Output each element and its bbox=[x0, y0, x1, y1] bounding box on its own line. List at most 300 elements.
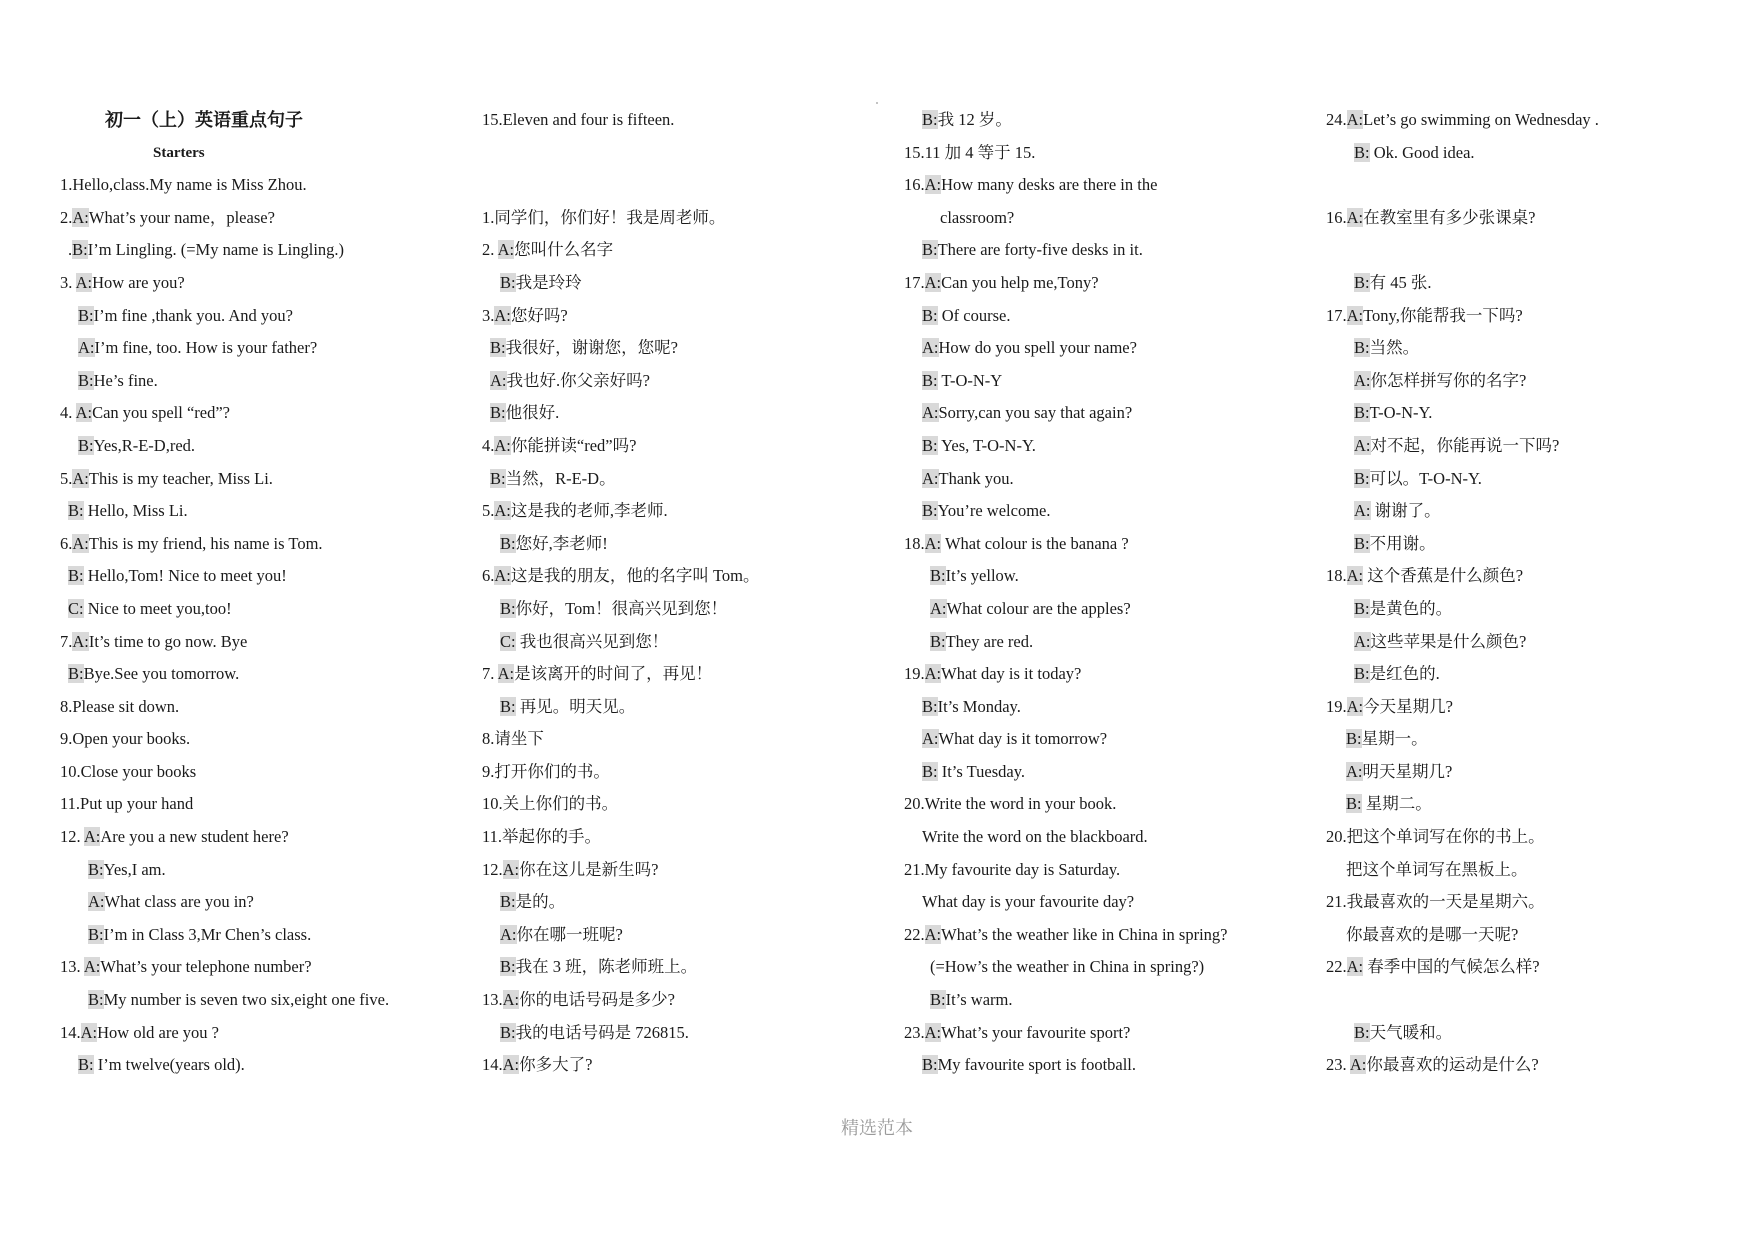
sentence-line bbox=[1326, 723, 1726, 756]
sentence-line bbox=[904, 234, 1304, 267]
sentence-number: 22. bbox=[1326, 957, 1347, 977]
sentence-line bbox=[1326, 202, 1726, 235]
sentence-number: 14. bbox=[60, 1022, 81, 1042]
sentence-line bbox=[482, 691, 882, 724]
speaker-label: B: bbox=[922, 370, 938, 390]
sentence-text: I’m fine ,thank you. And you? bbox=[93, 305, 293, 325]
sentence-line bbox=[904, 137, 1304, 170]
sentence-text: Bye.See you tomorrow. bbox=[83, 664, 240, 684]
sentence-line bbox=[482, 723, 882, 756]
sentence-line bbox=[1326, 821, 1726, 854]
sentence-number: 8. bbox=[60, 696, 73, 716]
sentence-line bbox=[904, 495, 1304, 528]
sentence-line bbox=[904, 169, 1304, 202]
sentence-line bbox=[904, 430, 1304, 463]
speaker-label: B: bbox=[1354, 533, 1370, 553]
sentence-line bbox=[482, 202, 882, 235]
speaker-label: A: bbox=[1346, 207, 1364, 227]
speaker-label: A: bbox=[83, 827, 101, 847]
sentence-number: 21. bbox=[1326, 892, 1347, 912]
speaker-label: B: bbox=[930, 631, 946, 651]
speaker-label: B: bbox=[1354, 468, 1370, 488]
sentence-line bbox=[904, 691, 1304, 724]
sentence-text: What day is your favourite day? bbox=[922, 892, 1135, 912]
sentence-text: It’s time to go now. Bye bbox=[88, 631, 248, 651]
speaker-label: B: bbox=[922, 696, 938, 716]
sentence-line bbox=[904, 202, 1304, 235]
speaker-label: B: bbox=[500, 892, 516, 912]
speaker-label: A: bbox=[494, 501, 511, 521]
speaker-label: A: bbox=[72, 533, 89, 553]
sentence-line bbox=[60, 397, 460, 430]
sentence-text: How many desks are there in the bbox=[941, 175, 1158, 195]
column-4 bbox=[1326, 104, 1726, 1082]
sentence-line bbox=[60, 658, 460, 691]
speaker-label: A: bbox=[490, 370, 507, 390]
sentence-line bbox=[482, 593, 882, 626]
sentence-number: 20. bbox=[1326, 827, 1347, 847]
speaker-label: A: bbox=[930, 598, 947, 618]
sentence-line bbox=[1326, 919, 1726, 952]
sentence-text: 打开你们的书。 bbox=[494, 761, 610, 781]
speaker-label: B: bbox=[88, 924, 104, 944]
sentence-line bbox=[1326, 397, 1726, 430]
sentence-number: 7. bbox=[60, 631, 73, 651]
sentence-line bbox=[1326, 854, 1726, 887]
sentence-number: 22. bbox=[904, 924, 925, 944]
sentence-line bbox=[482, 463, 882, 496]
sentence-text: 我 12 岁。 bbox=[937, 110, 1012, 129]
sentence-text: 我在 3 班，陈老师班上。 bbox=[515, 957, 698, 977]
speaker-label: B: bbox=[1354, 664, 1370, 684]
sentence-number: 4. bbox=[60, 403, 76, 423]
sentence-line bbox=[1326, 626, 1726, 659]
speaker-label: B: bbox=[922, 501, 938, 521]
sentence-text: What’s your telephone number? bbox=[100, 957, 312, 977]
sentence-text: 不用谢。 bbox=[1369, 533, 1436, 553]
speaker-label: A: bbox=[1346, 696, 1364, 716]
sentence-number: 19. bbox=[1326, 696, 1347, 716]
sentence-text: Open your books. bbox=[72, 729, 191, 749]
sentence-number: 10. bbox=[60, 761, 81, 781]
sentence-line bbox=[482, 788, 882, 821]
page-footer: 精选范本 bbox=[841, 1118, 913, 1138]
sentence-text: 你最喜欢的是哪一天呢? bbox=[1346, 924, 1519, 944]
sentence-text: 我最喜欢的一天是星期六。 bbox=[1346, 892, 1545, 912]
sentence-line bbox=[60, 984, 460, 1017]
sentence-line bbox=[1326, 234, 1726, 267]
sentence-line bbox=[904, 984, 1304, 1017]
sentence-line bbox=[60, 300, 460, 333]
sentence-line bbox=[482, 560, 882, 593]
speaker-label: B: bbox=[1354, 272, 1370, 292]
sentence-number: 16. bbox=[1326, 207, 1347, 227]
sentence-line bbox=[60, 528, 460, 561]
speaker-label: A: bbox=[500, 924, 517, 944]
sentence-number: 13. bbox=[60, 957, 84, 977]
sentence-line bbox=[482, 528, 882, 561]
speaker-label: A: bbox=[1354, 631, 1371, 651]
sentence-text: Starters bbox=[153, 144, 205, 161]
sentence-number: 21. bbox=[904, 859, 925, 879]
sentence-text: It’s warm. bbox=[945, 990, 1013, 1010]
sentence-text: Hello,Tom! Nice to meet you! bbox=[83, 566, 287, 586]
sentence-text: Close your books bbox=[80, 761, 197, 781]
sentence-text: It’s Monday. bbox=[937, 696, 1021, 716]
sentence-text: Are you a new student here? bbox=[100, 827, 289, 847]
sentence-line bbox=[1326, 463, 1726, 496]
speaker-label: A: bbox=[78, 338, 95, 358]
sentence-line bbox=[904, 723, 1304, 756]
speaker-label: B: bbox=[1346, 729, 1362, 749]
sentence-text: They are red. bbox=[945, 631, 1034, 651]
sentence-text: It’s yellow. bbox=[945, 566, 1019, 586]
speaker-label: B: bbox=[922, 305, 938, 325]
sentence-line bbox=[482, 919, 882, 952]
sentence-text: 这是我的朋友，他的名字叫 Tom。 bbox=[510, 566, 760, 586]
sentence-number: 2. bbox=[60, 207, 73, 227]
sentence-line bbox=[482, 365, 882, 398]
sentence-text: 初一（上）英语重点句子 bbox=[105, 110, 303, 130]
sentence-text: 星期二。 bbox=[1361, 794, 1432, 814]
sentence-number: 10. bbox=[482, 794, 503, 814]
sentence-line bbox=[60, 169, 460, 202]
speaker-label: B: bbox=[78, 305, 94, 325]
sentence-number: 5. bbox=[482, 501, 495, 521]
sentence-text: Of course. bbox=[937, 305, 1011, 325]
sentence-text: Yes,I am. bbox=[103, 859, 166, 879]
sentence-text: I’m in Class 3,Mr Chen’s class. bbox=[103, 924, 312, 944]
sentence-text: 再见。明天见。 bbox=[515, 696, 636, 716]
sentence-line bbox=[482, 234, 882, 267]
speaker-label: A: bbox=[75, 272, 93, 292]
sentence-text: 我很好，谢谢您，您呢? bbox=[505, 338, 678, 358]
sentence-text: I’m Lingling. (=My name is Lingling.) bbox=[87, 240, 345, 260]
sentence-line bbox=[60, 463, 460, 496]
sentence-line bbox=[904, 365, 1304, 398]
sentence-line bbox=[1326, 1049, 1726, 1082]
sentence-text: What day is it tomorrow? bbox=[938, 729, 1108, 749]
sentence-line bbox=[1326, 528, 1726, 561]
sentence-line bbox=[482, 169, 882, 202]
sentence-text: T-O-N-Y. bbox=[1369, 403, 1433, 423]
sentence-text: 春季中国的气候怎么样? bbox=[1363, 957, 1540, 977]
sentence-text: Ok. Good idea. bbox=[1369, 142, 1475, 162]
speaker-label: A: bbox=[72, 631, 89, 651]
sentence-line bbox=[1326, 332, 1726, 365]
speaker-label: B: bbox=[922, 1055, 938, 1075]
speaker-label: B: bbox=[930, 990, 946, 1010]
sentence-number: 9. bbox=[60, 729, 73, 749]
speaker-label: C: bbox=[68, 598, 84, 618]
sentence-text: 这是我的老师,李老师. bbox=[510, 501, 668, 521]
sentence-text: 你多大了? bbox=[519, 1055, 593, 1075]
sentence-text: There are forty-five desks in it. bbox=[937, 240, 1143, 260]
sentence-text: 谢谢了。 bbox=[1370, 501, 1441, 521]
sentence-line bbox=[482, 430, 882, 463]
speaker-label: A: bbox=[1346, 761, 1363, 781]
sentence-number: 2. bbox=[482, 240, 498, 260]
sentence-text: This is my teacher, Miss Li. bbox=[88, 468, 273, 488]
speaker-label: A: bbox=[924, 664, 942, 684]
sentence-line bbox=[60, 430, 460, 463]
sentence-line bbox=[60, 919, 460, 952]
sentence-text: What class are you in? bbox=[104, 892, 254, 912]
sentence-text: He’s fine. bbox=[93, 370, 158, 390]
sentence-text: 把这个单词写在黑板上。 bbox=[1346, 859, 1528, 879]
sentence-number: 20. bbox=[904, 794, 925, 814]
sentence-line bbox=[904, 951, 1304, 984]
speaker-label: B: bbox=[490, 403, 506, 423]
sentence-line bbox=[904, 788, 1304, 821]
sentence-line bbox=[482, 821, 882, 854]
sentence-line bbox=[60, 821, 460, 854]
sentence-number: 5. bbox=[60, 468, 73, 488]
sentence-text: What colour is the banana ? bbox=[941, 533, 1129, 553]
column-3 bbox=[904, 104, 1304, 1082]
sentence-line bbox=[1326, 267, 1726, 300]
speaker-label: A: bbox=[83, 957, 101, 977]
sentence-text: 在教室里有多少张课桌? bbox=[1363, 207, 1536, 227]
sentence-text: Write the word on the blackboard. bbox=[922, 827, 1148, 847]
sentence-number: 18. bbox=[1326, 566, 1347, 586]
sentence-text: My favourite day is Saturday. bbox=[924, 859, 1121, 879]
speaker-label: A: bbox=[80, 1022, 98, 1042]
sentence-number: 15. bbox=[482, 110, 503, 129]
sentence-line bbox=[60, 234, 460, 267]
sentence-text: I’m twelve(years old). bbox=[93, 1055, 245, 1075]
sentence-line bbox=[1326, 1017, 1726, 1050]
sentence-text: 11 加 4 等于 15. bbox=[924, 142, 1036, 162]
sentence-line bbox=[60, 886, 460, 919]
sentence-text: Sorry,can you say that again? bbox=[938, 403, 1133, 423]
sentence-text: 你好，Tom！很高兴见到您！ bbox=[515, 598, 728, 618]
sentence-text: 有 45 张. bbox=[1369, 272, 1432, 292]
speaker-label: A: bbox=[924, 175, 942, 195]
speaker-label: A: bbox=[88, 892, 105, 912]
speaker-label: B: bbox=[68, 664, 84, 684]
sentence-number: 19. bbox=[904, 664, 925, 684]
sentence-text: 当然，R-E-D。 bbox=[505, 468, 616, 488]
sentence-line bbox=[482, 397, 882, 430]
speaker-label: A: bbox=[1346, 305, 1364, 325]
speaker-label: A: bbox=[1346, 110, 1364, 129]
speaker-label: B: bbox=[500, 272, 516, 292]
sentence-text: 是红色的. bbox=[1369, 664, 1440, 684]
sentence-line bbox=[60, 365, 460, 398]
sentence-line bbox=[1326, 593, 1726, 626]
sentence-text: 你最喜欢的运动是什么? bbox=[1366, 1055, 1539, 1075]
sentence-line bbox=[482, 886, 882, 919]
speaker-label: B: bbox=[500, 1022, 516, 1042]
sentence-text: What’s your name，please? bbox=[88, 207, 275, 227]
sentence-line bbox=[60, 495, 460, 528]
sentence-text: How old are you ? bbox=[97, 1022, 220, 1042]
sentence-number: 6. bbox=[482, 566, 495, 586]
sentence-line bbox=[904, 886, 1304, 919]
speaker-label: B: bbox=[88, 990, 104, 1010]
sentence-number: 11. bbox=[60, 794, 81, 814]
sentence-line bbox=[60, 1049, 460, 1082]
speaker-label: A: bbox=[494, 305, 511, 325]
sentence-number: 15. bbox=[904, 142, 925, 162]
sentence-line bbox=[482, 495, 882, 528]
speaker-label: A: bbox=[922, 729, 939, 749]
sentence-text: Eleven and four is fifteen. bbox=[502, 110, 675, 129]
speaker-label: B: bbox=[1354, 1022, 1370, 1042]
sentence-line bbox=[904, 332, 1304, 365]
sentence-line bbox=[60, 951, 460, 984]
sentence-number: 18. bbox=[904, 533, 925, 553]
sentence-text: Let’s go swimming on Wednesday . bbox=[1363, 110, 1599, 129]
sentence-number: 12. bbox=[482, 859, 503, 879]
sentence-text: 您好,李老师! bbox=[515, 533, 608, 553]
column-2 bbox=[482, 104, 882, 1082]
speaker-label: A: bbox=[75, 403, 93, 423]
sentence-line bbox=[904, 821, 1304, 854]
speaker-label: A: bbox=[924, 272, 942, 292]
sentence-number: . bbox=[68, 240, 73, 260]
sentence-number: 3. bbox=[60, 272, 76, 292]
sentence-text: Can you help me,Tony? bbox=[941, 272, 1099, 292]
sentence-line bbox=[482, 137, 882, 170]
sentence-line bbox=[1326, 756, 1726, 789]
speaker-label: B: bbox=[922, 240, 938, 260]
sentence-text: 这个香蕉是什么颜色? bbox=[1363, 566, 1524, 586]
sentence-line bbox=[904, 528, 1304, 561]
sentence-text: 把这个单词写在你的书上。 bbox=[1346, 827, 1545, 847]
speaker-label: A: bbox=[494, 435, 511, 455]
speaker-label: B: bbox=[78, 1055, 94, 1075]
sentence-number: 14. bbox=[482, 1055, 503, 1075]
speaker-label: A: bbox=[922, 468, 939, 488]
sentence-line bbox=[1326, 886, 1726, 919]
speaker-label: B: bbox=[78, 435, 94, 455]
speaker-label: B: bbox=[490, 338, 506, 358]
sentence-text: 你的电话号码是多少? bbox=[519, 990, 675, 1010]
sentence-line bbox=[60, 560, 460, 593]
sentence-text: Write the word in your book. bbox=[924, 794, 1117, 814]
speaker-label: B: bbox=[500, 696, 516, 716]
sentence-text: My number is seven two six,eight one five. bbox=[103, 990, 390, 1010]
sentence-number: 9. bbox=[482, 761, 495, 781]
sentence-text: 您叫什么名字 bbox=[514, 240, 614, 260]
sentence-line bbox=[60, 1017, 460, 1050]
sentence-line bbox=[904, 1049, 1304, 1082]
speaker-label: B: bbox=[500, 598, 516, 618]
sentence-text: Tony,你能帮我一下吗? bbox=[1363, 305, 1523, 325]
sentence-number: 17. bbox=[904, 272, 925, 292]
sentence-text: Can you spell “red”? bbox=[92, 403, 230, 423]
sentence-text: What’s your favourite sport? bbox=[941, 1022, 1131, 1042]
sentence-line bbox=[60, 691, 460, 724]
sentence-text: 你能拼读“red”吗? bbox=[510, 435, 637, 455]
sentence-text: What’s the weather like in China in spring? bbox=[941, 924, 1228, 944]
sentence-text: 他很好. bbox=[505, 403, 560, 423]
sentence-number: 4. bbox=[482, 435, 495, 455]
sentence-number: 1. bbox=[482, 207, 495, 227]
speaker-label: A: bbox=[924, 533, 942, 553]
sentence-line bbox=[904, 104, 1304, 137]
sentence-number: 7. bbox=[482, 664, 498, 684]
sentence-text: Yes, T-O-N-Y. bbox=[937, 435, 1036, 455]
speaker-label: B: bbox=[1354, 338, 1370, 358]
speaker-label: A: bbox=[1349, 1055, 1367, 1075]
sentence-text: 星期一。 bbox=[1361, 729, 1428, 749]
column-1 bbox=[60, 104, 460, 1082]
sentence-text: Hello, Miss Li. bbox=[83, 501, 188, 521]
sentence-text: Put up your hand bbox=[80, 794, 194, 814]
sentence-line bbox=[1326, 560, 1726, 593]
sentence-text: (=How’s the weather in China in spring?) bbox=[930, 957, 1205, 977]
sentence-text: 请坐下 bbox=[494, 729, 544, 749]
speaker-label: A: bbox=[924, 924, 942, 944]
sentence-text: 是该离开的时间了，再见！ bbox=[514, 664, 713, 684]
sentence-text: What day is it today? bbox=[941, 664, 1082, 684]
sentence-line bbox=[482, 332, 882, 365]
speaker-label: B: bbox=[500, 957, 516, 977]
sentence-number: 13. bbox=[482, 990, 503, 1010]
speaker-label: B: bbox=[922, 110, 938, 129]
sentence-text: 我是玲玲 bbox=[515, 272, 582, 292]
sentence-text: 对不起，你能再说一下吗? bbox=[1370, 435, 1560, 455]
sentence-line bbox=[60, 723, 460, 756]
sentence-line bbox=[482, 756, 882, 789]
sentence-text: 我也好.你父亲好吗? bbox=[506, 370, 650, 390]
sentence-text: Thank you. bbox=[938, 468, 1014, 488]
sentence-text: How are you? bbox=[92, 272, 185, 292]
speaker-label: B: bbox=[1354, 598, 1370, 618]
speaker-label: A: bbox=[922, 403, 939, 423]
sentence-text: 你怎样拼写你的名字? bbox=[1370, 370, 1527, 390]
sentence-line bbox=[1326, 495, 1726, 528]
sentence-text: 我也很高兴见到您！ bbox=[515, 631, 669, 651]
stray-mark bbox=[876, 102, 878, 104]
sentence-text: 天气暖和。 bbox=[1369, 1022, 1453, 1042]
speaker-label: A: bbox=[1354, 501, 1371, 521]
speaker-label: B: bbox=[1354, 142, 1370, 162]
speaker-label: A: bbox=[1346, 957, 1364, 977]
sentence-line bbox=[482, 1049, 882, 1082]
sentence-number: 17. bbox=[1326, 305, 1347, 325]
sentence-text: 是黄色的。 bbox=[1369, 598, 1453, 618]
speaker-label: C: bbox=[500, 631, 516, 651]
sentence-line bbox=[1326, 137, 1726, 170]
sentence-text: T-O-N-Y bbox=[937, 370, 1003, 390]
sentence-text: 您好吗? bbox=[510, 305, 568, 325]
speaker-label: A: bbox=[497, 240, 515, 260]
sentence-text: 关上你们的书。 bbox=[502, 794, 619, 814]
speaker-label: A: bbox=[494, 566, 511, 586]
sentence-number: 6. bbox=[60, 533, 73, 553]
sentence-line bbox=[904, 267, 1304, 300]
sentence-number: 23. bbox=[1326, 1055, 1350, 1075]
sentence-line bbox=[1326, 169, 1726, 202]
sentence-line bbox=[482, 951, 882, 984]
sentence-line bbox=[482, 267, 882, 300]
sentence-line bbox=[1326, 951, 1726, 984]
sentence-number: 16. bbox=[904, 175, 925, 195]
speaker-label: A: bbox=[502, 859, 520, 879]
speaker-label: B: bbox=[922, 761, 938, 781]
sentence-line bbox=[60, 593, 460, 626]
sentence-number: 1. bbox=[60, 175, 73, 195]
sentence-line bbox=[904, 300, 1304, 333]
sentence-line bbox=[1326, 300, 1726, 333]
section-subtitle bbox=[60, 137, 460, 170]
sentence-text: My favourite sport is football. bbox=[937, 1055, 1137, 1075]
speaker-label: B: bbox=[930, 566, 946, 586]
